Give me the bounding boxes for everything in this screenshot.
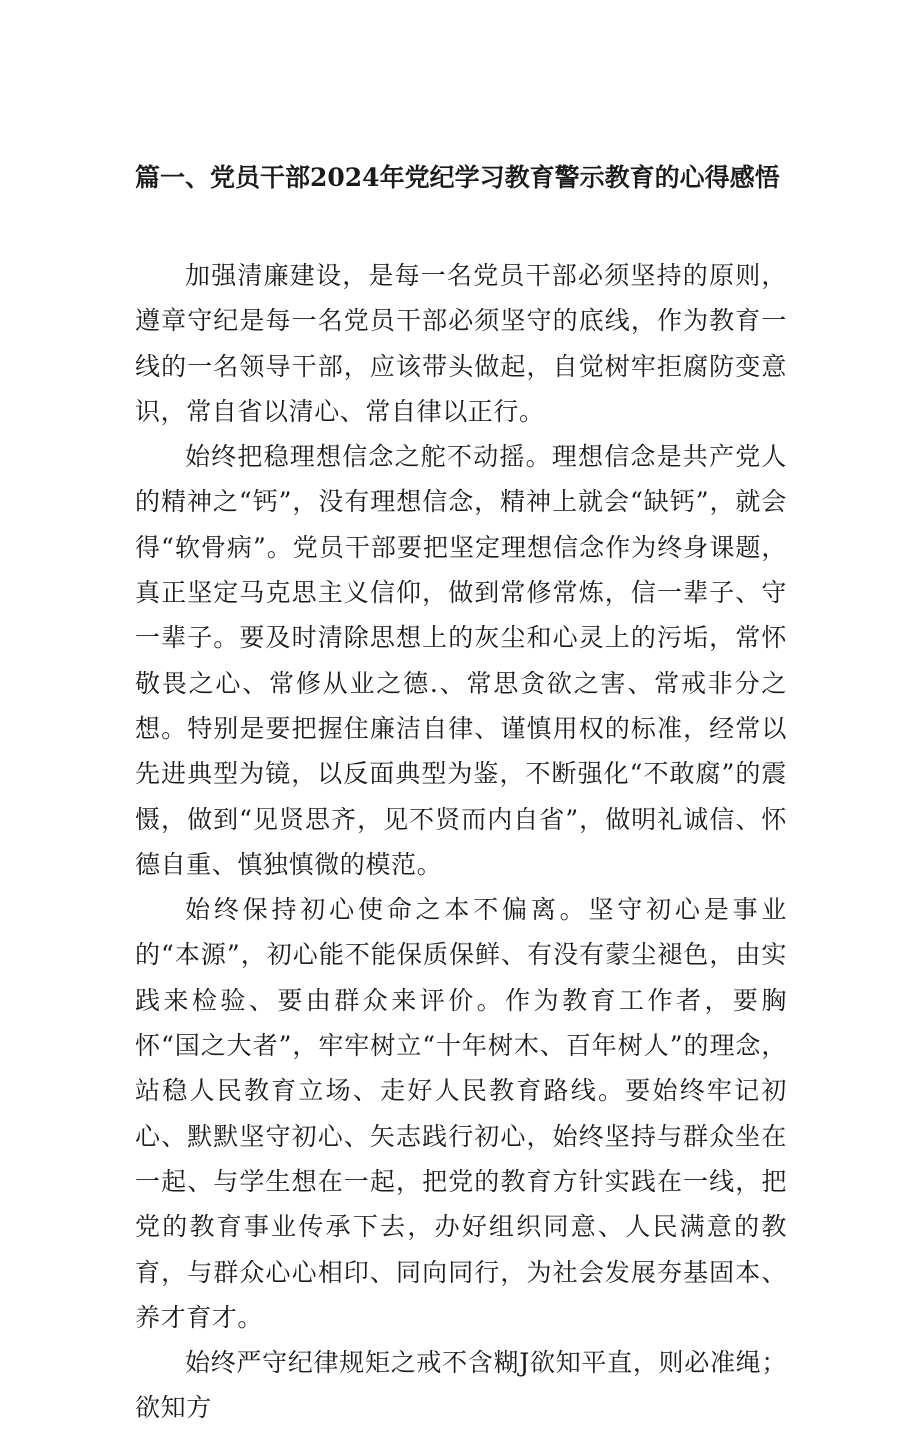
paragraph-intro: 加强清廉建设，是每一名党员干部必须坚持的原则，遵章守纪是每一名党员干部必须坚守的底线，作为教育一线的一名领导干部，应该带头做起，自觉树牢拒腐防变意识，常自省以清心、常自律以正行。 <box>135 261 787 426</box>
paragraph-mission: 始终保持初心使命之本不偏离。坚守初心是事业的“本源”，初心能不能保质保鲜、有没有蒙尘褪色，由实践来检验、要由群众来评价。作为教育工作者，要胸怀“国之大者”，牢牢树立“十年树木、百年树人”的理念，站稳人民教育立场、走好人民教育路线。要始终牢记初心、默默坚守初心、矢志践行初心，始终坚持与群众坐在一起、与学生想在一起，把党的教育方针实践在一线，把党的教育事业传承下去，办好组织同意、人民满意的教育，与群众心心相印、同向同行，为社会发展夯基固本、养才育才。 <box>135 895 787 1332</box>
document-body <box>135 253 787 1431</box>
paragraph-discipline: 始终严守纪律规矩之戒不含糊J欲知平直，则必准绳；欲知方 <box>135 1348 787 1423</box>
paragraph-ideals: 始终把稳理想信念之舵不动摇。理想信念是共产党人的精神之“钙”，没有理想信念，精神上就会“缺钙”，就会得“软骨病”。党员干部要把坚定理想信念作为终身课题，真正坚定马克思主义信仰，做到常修常炼，信一辈子、守一辈子。要及时清除思想上的灰尘和心灵上的污垢，常怀敬畏之心、常修从业之德.、常思贪欲之害、常戒非分之想。特别是要把握住廉洁自律、谨慎用权的标准，经常以先进典型为镜，以反面典型为鉴，不断强化“不敢腐”的震慑，做到“见贤思齐，见不贤而内自省”，做明礼诚信、怀德自重、慎独慎微的模范。 <box>135 442 787 879</box>
document-title: 篇一、党员干部2024年党纪学习教育警示教育的心得感悟 <box>135 163 780 192</box>
